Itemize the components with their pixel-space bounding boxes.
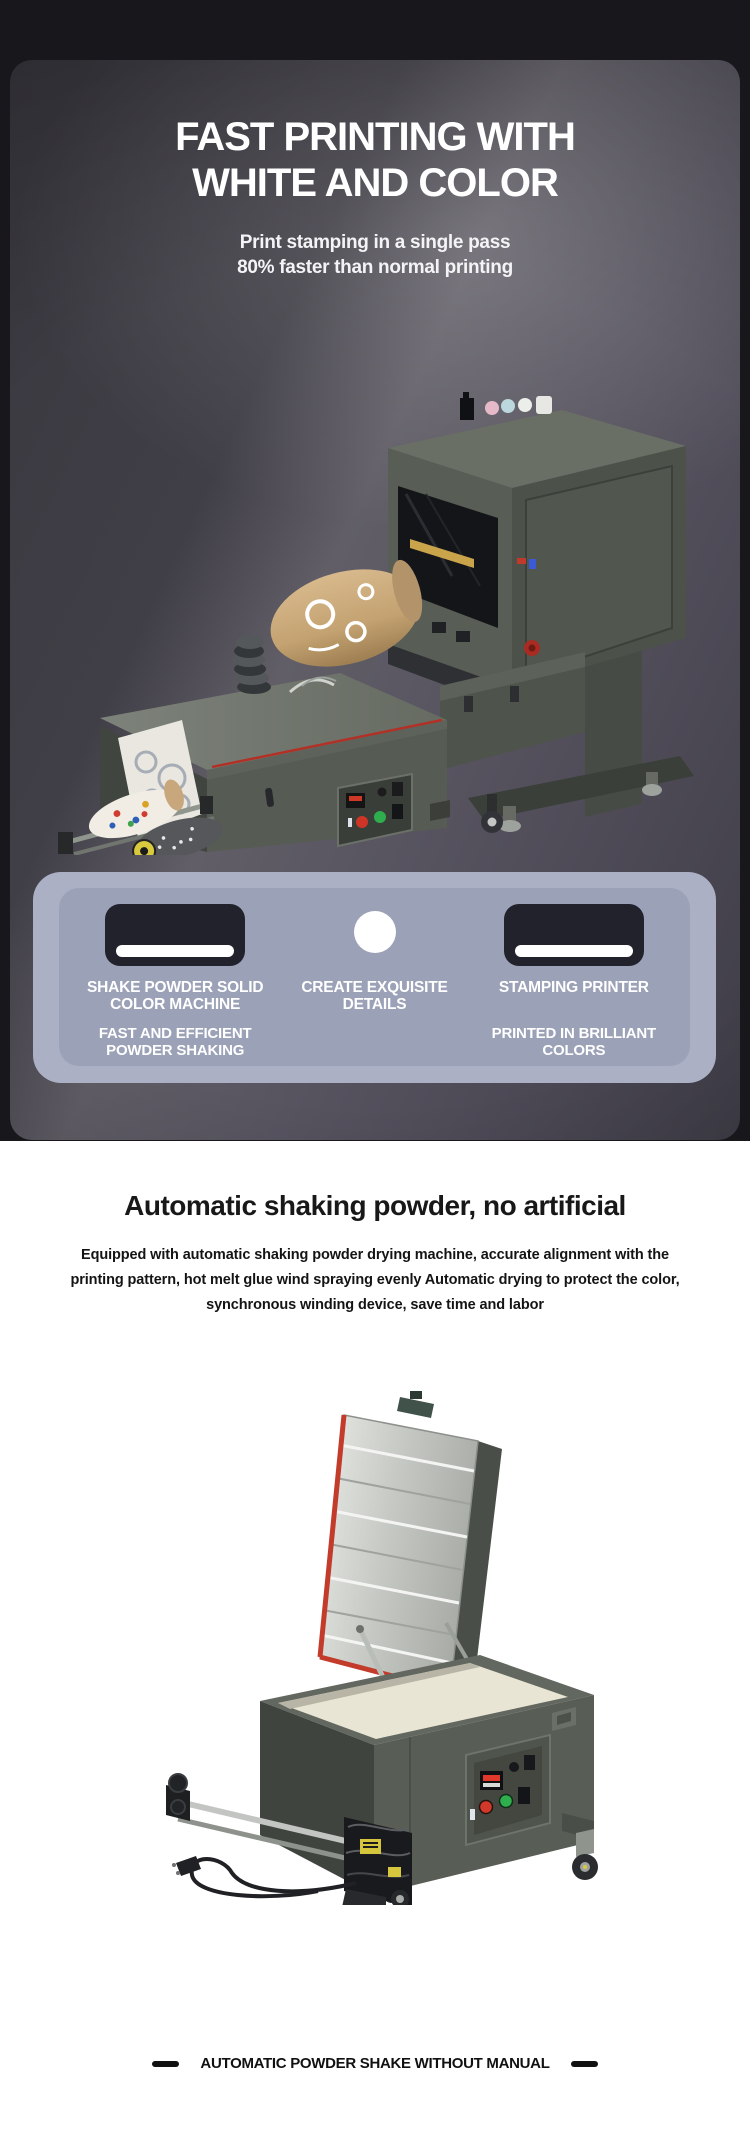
- footer-dash-left: [152, 2061, 179, 2067]
- section-heading: Automatic shaking powder, no artificial: [124, 1190, 626, 1221]
- hero-card: [10, 60, 740, 1140]
- feature-subtitle: PRINTED IN BRILLIANT COLORS: [491, 1025, 656, 1059]
- hero-subtitle-line1: Print stamping in a single pass: [239, 232, 511, 253]
- footer-caption: [0, 2055, 750, 2072]
- hero-title-line2: WHITE AND COLOR: [192, 161, 558, 205]
- feature-panel: [33, 872, 716, 1083]
- powder-shaker-slot-icon: [105, 904, 245, 966]
- feature-subtitle: FAST AND EFFICIENT POWDER SHAKING: [98, 1025, 252, 1059]
- dtf-printer-product-photo: [40, 390, 705, 855]
- feature-item-shake-powder: [77, 888, 273, 1059]
- takeup-motor: [342, 1817, 412, 1905]
- hero-subtitle: [10, 230, 740, 280]
- open-lid: [320, 1391, 502, 1701]
- footer-dash-right: [571, 2061, 598, 2067]
- section-paragraph: Equipped with automatic shaking powder drying machine, accurate alignment with the printing pattern, hot melt glue wind spraying evenly Automatic drying to protect the color, synchronous winding device, save time and labor: [70, 1247, 680, 1313]
- hero-title-line1: FAST PRINTING WITH: [175, 115, 575, 159]
- detail-dot-icon: [354, 911, 396, 953]
- powder-shaker-product-photo: [148, 1383, 663, 1905]
- content-section: [0, 1141, 750, 2138]
- footer-label: AUTOMATIC POWDER SHAKE WITHOUT MANUAL: [200, 2055, 550, 2072]
- stamping-printer-slot-icon: [504, 904, 644, 966]
- feature-item-exquisite-details: [276, 888, 472, 1025]
- hero-subtitle-line2: 80% faster than normal printing: [237, 257, 513, 278]
- hero-title: [10, 60, 740, 206]
- feature-title: STAMPING PRINTER: [498, 979, 649, 996]
- feature-item-stamping-printer: [476, 888, 672, 1059]
- feature-panel-inner: [59, 888, 690, 1066]
- feature-title: CREATE EXQUISITE DETAILS: [301, 979, 448, 1013]
- hose: [233, 635, 271, 694]
- feature-title: SHAKE POWDER SOLID COLOR MACHINE: [86, 979, 264, 1013]
